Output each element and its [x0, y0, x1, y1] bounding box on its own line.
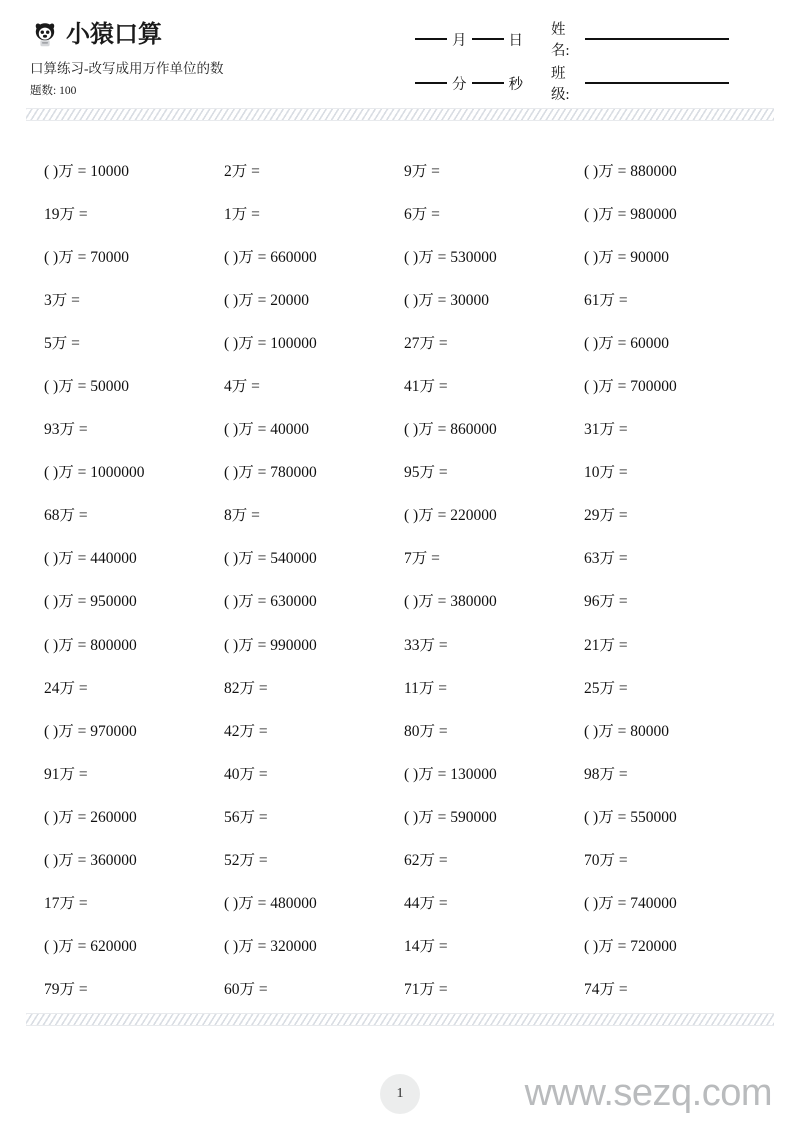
problem-row — [44, 883, 764, 926]
brand-block — [30, 18, 430, 98]
problem-cell[interactable]: 4万 = — [224, 378, 260, 396]
problem-cell[interactable]: ( )万 = 40000 — [224, 421, 309, 439]
problem-cell[interactable]: ( )万 = 780000 — [224, 464, 317, 482]
problem-cell[interactable]: 17万 = — [44, 895, 88, 913]
problem-cell[interactable]: ( )万 = 30000 — [404, 291, 489, 309]
problem-cell[interactable]: ( )万 = 700000 — [584, 378, 677, 396]
problem-cell[interactable]: 5万 = — [44, 334, 80, 352]
name-input-blank[interactable] — [585, 38, 729, 40]
divider-top — [26, 108, 774, 121]
problem-row — [44, 926, 764, 969]
minute-unit-label: 分 — [452, 76, 467, 93]
page-number-badge: 1 — [380, 1074, 420, 1114]
problem-cell[interactable]: ( )万 = 530000 — [404, 248, 497, 266]
brand-title: 小猿口算 — [66, 20, 162, 48]
problem-cell[interactable]: 80万 = — [404, 722, 448, 740]
problem-cell[interactable]: 9万 = — [404, 162, 440, 180]
site-watermark: www.sezq.com — [524, 1072, 772, 1114]
problem-cell[interactable]: 2万 = — [224, 162, 260, 180]
problem-row — [44, 193, 764, 236]
problem-cell[interactable]: 25万 = — [584, 679, 628, 697]
problem-cell[interactable]: ( )万 = 950000 — [44, 593, 137, 611]
problem-cell[interactable]: ( )万 = 550000 — [584, 808, 677, 826]
brand-row — [30, 18, 430, 50]
problem-cell[interactable]: 40万 = — [224, 765, 268, 783]
problem-cell[interactable]: 27万 = — [404, 334, 448, 352]
problem-row — [44, 150, 764, 193]
ape-face-logo-icon — [30, 19, 60, 49]
problem-cell[interactable]: 10万 = — [584, 464, 628, 482]
problem-cell[interactable]: 6万 = — [404, 205, 440, 223]
problem-cell[interactable]: 91万 = — [44, 765, 88, 783]
problem-row — [44, 624, 764, 667]
problem-row — [44, 409, 764, 452]
problem-row — [44, 581, 764, 624]
problem-cell[interactable]: 52万 = — [224, 852, 268, 870]
problem-cell[interactable]: ( )万 = 660000 — [224, 248, 317, 266]
problem-cell[interactable]: 19万 = — [44, 205, 88, 223]
problem-row — [44, 279, 764, 322]
day-unit-label: 日 — [508, 32, 523, 49]
problem-cell[interactable]: ( )万 = 990000 — [224, 636, 317, 654]
problem-cell[interactable]: 60万 = — [224, 981, 268, 999]
problem-row — [44, 236, 764, 279]
problem-row — [44, 452, 764, 495]
problem-cell[interactable]: ( )万 = 60000 — [584, 334, 669, 352]
problem-cell[interactable]: 95万 = — [404, 464, 448, 482]
problem-cell[interactable]: ( )万 = 800000 — [44, 636, 137, 654]
problem-row — [44, 840, 764, 883]
problem-cell[interactable]: ( )万 = 90000 — [584, 248, 669, 266]
date-row — [412, 22, 732, 59]
problem-cell[interactable]: ( )万 = 630000 — [224, 593, 317, 611]
problem-cell[interactable]: ( )万 = 130000 — [404, 765, 497, 783]
page-header — [0, 0, 800, 108]
problem-cell[interactable]: ( )万 = 70000 — [44, 248, 129, 266]
problem-cell[interactable]: 3万 = — [44, 291, 80, 309]
problem-cell[interactable]: 68万 = — [44, 507, 88, 525]
minute-input-blank[interactable] — [415, 82, 447, 84]
problem-cell[interactable]: ( )万 = 100000 — [224, 334, 317, 352]
problem-cell[interactable]: 31万 = — [584, 421, 628, 439]
problem-row — [44, 495, 764, 538]
problem-cell[interactable]: ( )万 = 980000 — [584, 205, 677, 223]
problem-row — [44, 710, 764, 753]
problem-cell[interactable]: 61万 = — [584, 291, 628, 309]
problem-cell[interactable]: ( )万 = 880000 — [584, 162, 677, 180]
month-input-blank[interactable] — [415, 38, 447, 40]
problem-cell[interactable]: ( )万 = 260000 — [44, 808, 137, 826]
problem-cell[interactable]: ( )万 = 480000 — [224, 895, 317, 913]
problem-cell[interactable]: ( )万 = 380000 — [404, 593, 497, 611]
problem-cell[interactable]: 8万 = — [224, 507, 260, 525]
problem-cell[interactable]: 62万 = — [404, 852, 448, 870]
problem-cell[interactable]: 33万 = — [404, 636, 448, 654]
second-unit-label: 秒 — [508, 76, 523, 93]
student-meta-block — [412, 24, 732, 112]
problem-cell[interactable]: ( )万 = 320000 — [224, 938, 317, 956]
problem-cell[interactable]: ( )万 = 220000 — [404, 507, 497, 525]
problem-cell[interactable]: ( )万 = 740000 — [584, 895, 677, 913]
problem-row — [44, 796, 764, 839]
problem-cell[interactable]: 98万 = — [584, 765, 628, 783]
problem-cell[interactable]: 1万 = — [224, 205, 260, 223]
problem-cell[interactable]: 7万 = — [404, 550, 440, 568]
problem-cell[interactable]: 42万 = — [224, 722, 268, 740]
divider-bottom — [26, 1013, 774, 1026]
problem-cell[interactable]: 29万 = — [584, 507, 628, 525]
problem-cell[interactable]: 82万 = — [224, 679, 268, 697]
problem-cell[interactable]: 79万 = — [44, 981, 88, 999]
problem-row — [44, 365, 764, 408]
problem-cell[interactable]: 24万 = — [44, 679, 88, 697]
problem-row — [44, 538, 764, 581]
problem-cell[interactable]: 21万 = — [584, 636, 628, 654]
problem-cell[interactable]: ( )万 = 20000 — [224, 291, 309, 309]
problem-cell[interactable]: ( )万 = 540000 — [224, 550, 317, 568]
problem-cell[interactable]: 96万 = — [584, 593, 628, 611]
problem-grid — [44, 150, 764, 1012]
problem-cell[interactable]: ( )万 = 10000 — [44, 162, 129, 180]
problem-cell[interactable]: ( )万 = 360000 — [44, 852, 137, 870]
month-field-group — [412, 29, 469, 50]
name-label: 姓名: — [551, 22, 570, 59]
problem-cell[interactable]: ( )万 = 1000000 — [44, 464, 145, 482]
problem-cell[interactable]: ( )万 = 720000 — [584, 938, 677, 956]
problem-cell[interactable]: 70万 = — [584, 852, 628, 870]
problem-cell[interactable]: ( )万 = 620000 — [44, 938, 137, 956]
problem-cell[interactable]: ( )万 = 80000 — [584, 722, 669, 740]
problem-row — [44, 667, 764, 710]
day-input-blank[interactable] — [472, 38, 504, 40]
problem-cell[interactable]: ( )万 = 860000 — [404, 421, 497, 439]
problem-cell[interactable]: ( )万 = 440000 — [44, 550, 137, 568]
problem-cell[interactable]: ( )万 = 590000 — [404, 808, 497, 826]
worksheet-subtitle: 口算练习-改写成用万作单位的数 — [30, 61, 224, 76]
page-footer — [0, 1060, 800, 1132]
second-input-blank[interactable] — [472, 82, 504, 84]
minute-field-group — [412, 73, 469, 94]
month-unit-label: 月 — [452, 32, 467, 49]
problem-count-label: 题数: 100 — [30, 85, 77, 97]
problem-cell[interactable]: 93万 = — [44, 421, 88, 439]
problem-cell[interactable]: ( )万 = 50000 — [44, 378, 129, 396]
problem-cell[interactable]: 44万 = — [404, 895, 448, 913]
problem-row — [44, 753, 764, 796]
problem-cell[interactable]: 71万 = — [404, 981, 448, 999]
second-field-group — [469, 73, 526, 94]
time-row — [412, 66, 732, 103]
problem-cell[interactable]: 56万 = — [224, 808, 268, 826]
problem-row — [44, 969, 764, 1012]
problem-cell[interactable]: 63万 = — [584, 550, 628, 568]
class-label: 班级: — [551, 66, 570, 103]
class-input-blank[interactable] — [585, 82, 729, 84]
problem-row — [44, 322, 764, 365]
day-field-group — [469, 29, 526, 50]
problem-cell[interactable]: 11万 = — [404, 679, 448, 697]
problem-cell[interactable]: ( )万 = 970000 — [44, 722, 137, 740]
problem-cell[interactable]: 14万 = — [404, 938, 448, 956]
problem-cell[interactable]: 74万 = — [584, 981, 628, 999]
problem-cell[interactable]: 41万 = — [404, 378, 448, 396]
